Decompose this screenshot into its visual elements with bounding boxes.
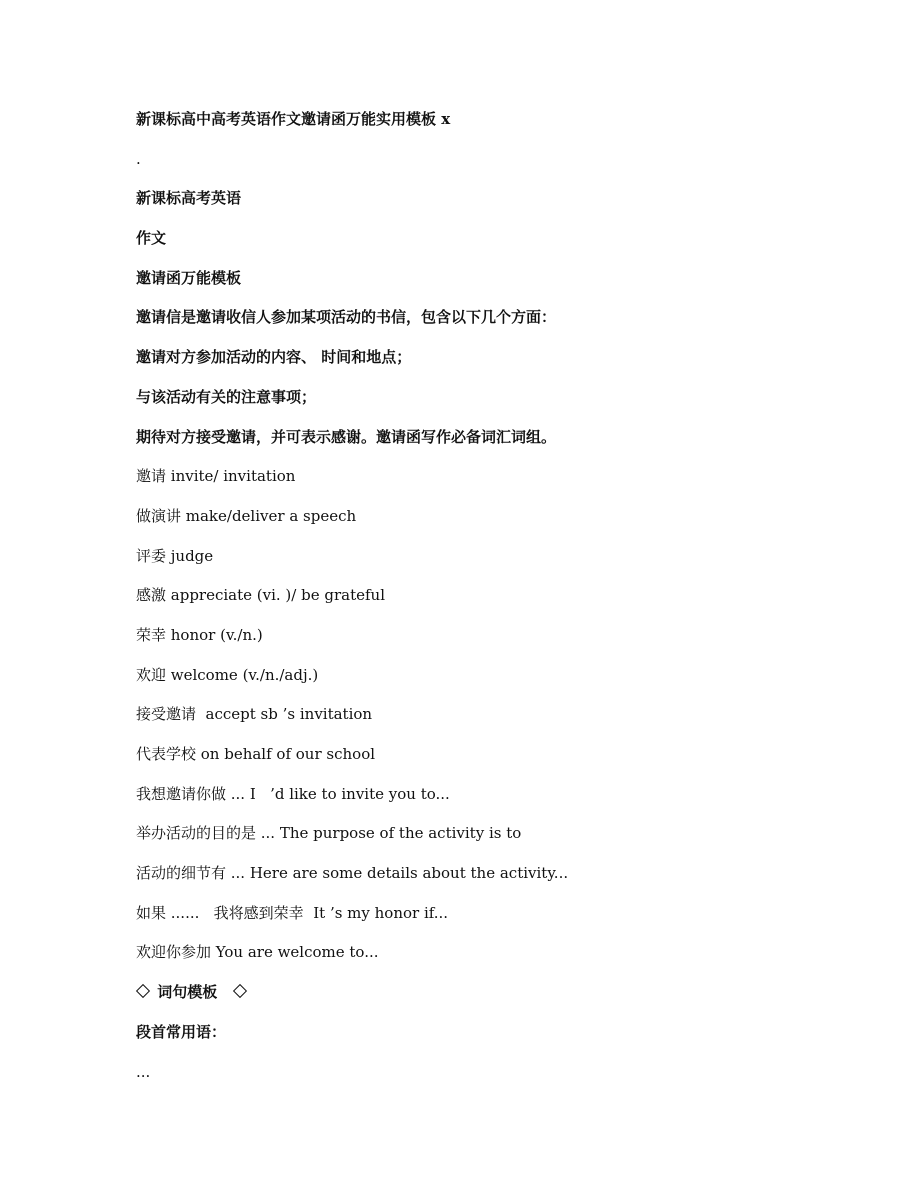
point-3: 期待对方接受邀请，并可表示感谢。邀请函写作必备词汇词组。 <box>136 427 557 446</box>
subtitle-line-2: 作文 <box>136 229 167 248</box>
vocab-item: 欢迎你参加 You are welcome to... <box>136 943 379 962</box>
point-2: 与该活动有关的注意事项； <box>136 387 317 406</box>
point-1: 邀请对方参加活动的内容、 时间和地点； <box>136 348 412 367</box>
subtitle-line-3: 邀请函万能模板 <box>136 268 242 287</box>
document-title: 新课标高中高考英语作文邀请函万能实用模板 x <box>136 110 451 128</box>
vocab-item: 活动的细节有 ... Here are some details about the activity... <box>136 864 569 883</box>
intro-paragraph: 邀请信是邀请收信人参加某项活动的书信，包含以下几个方面： <box>136 308 557 327</box>
vocab-item: 如果 ...... 我将感到荣幸 It ’s my honor if... <box>136 903 449 922</box>
vocab-item: 代表学校 on behalf of our school <box>136 745 376 763</box>
section-heading <box>136 979 836 1019</box>
vocab-item: 评委 judge <box>136 546 214 565</box>
vocab-item: 做演讲 make/deliver a speech <box>136 506 357 525</box>
vocab-item: 欢迎 welcome (v./n./adj.) <box>136 665 319 684</box>
paragraph-opening-heading: 段首常用语： <box>136 1022 227 1041</box>
vocab-item: 我想邀请你做 ... I ’d like to invite you to... <box>136 784 450 803</box>
vocab-item: 举办活动的目的是 ... The purpose of the activity is to <box>136 824 522 843</box>
vocab-item: 邀请 invite/ invitation <box>136 467 296 486</box>
vocab-item: 感激 appreciate (vi. )/ be grateful <box>136 586 385 605</box>
document-page <box>136 106 836 1098</box>
section-label: 词句模板 <box>157 983 218 1002</box>
vocab-item: 接受邀请 accept sb ’s invitation <box>136 705 373 724</box>
separator-dot: . <box>136 149 141 168</box>
ellipsis: ... <box>136 1062 151 1081</box>
diamond-icon <box>233 984 247 998</box>
diamond-icon <box>136 984 150 998</box>
subtitle-line-1: 新课标高考英语 <box>136 189 242 208</box>
vocab-item: 荣幸 honor (v./n.) <box>136 625 263 644</box>
